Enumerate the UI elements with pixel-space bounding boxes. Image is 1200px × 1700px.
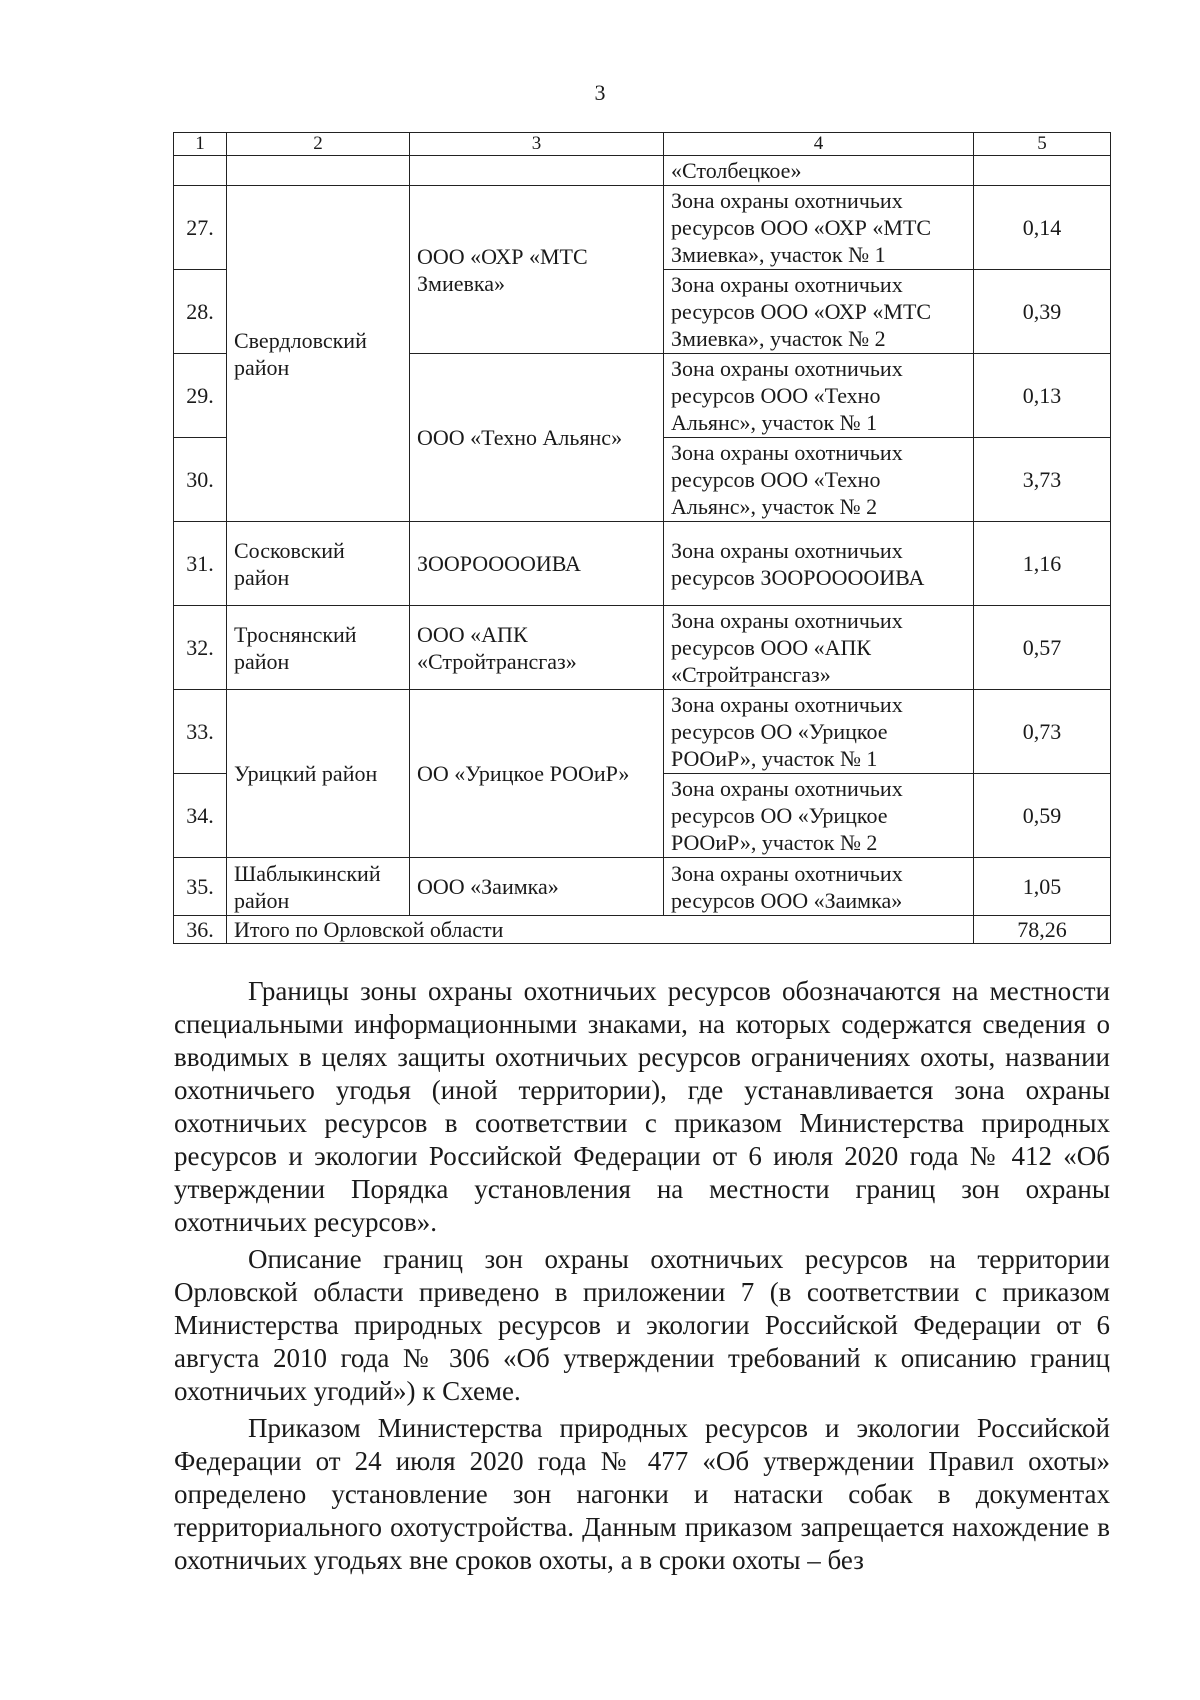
area-cell: 3,73 bbox=[974, 438, 1111, 522]
organization-cell: ООО «Заимка» bbox=[410, 858, 664, 916]
district-cell: Свердловский район bbox=[227, 186, 410, 522]
zone-cell: Зона охраны охотничьих ресурсов ОО «Урицкое РООиР», участок № 2 bbox=[664, 774, 974, 858]
area-cell: 0,14 bbox=[974, 186, 1111, 270]
paragraph: Границы зоны охраны охотничьих ресурсов обозначаются на местности специальными информационными знаками, на которых содержатся сведения о вводимых в целях защиты охотничьих ресурсов ограничениях охоты, названии охотничьего угодья (иной территории), где устанавливается зона охраны охотничьих ресурсов в соответствии с приказом Министерства природных ресурсов и экологии Российской Федерации от 6 июля 2020 года № 412 «Об утверждении Порядка установления на местности границ зон охраны охотничьих ресурсов». bbox=[174, 976, 1110, 1237]
table-row-continued bbox=[174, 156, 1111, 186]
table-header-row bbox=[174, 133, 1111, 156]
table-row bbox=[174, 606, 1111, 690]
paragraph: Описание границ зон охраны охотничьих ресурсов на территории Орловской области приведено в приложении 7 (в соответствии с приказом Министерства природных ресурсов и экологии Российской Федерации от 6 августа 2010 года № 306 «Об утверждении требований к описанию границ охотничьих угодий») к Схеме. bbox=[174, 1244, 1110, 1406]
table-row bbox=[174, 690, 1111, 774]
zone-cell: Зона охраны охотничьих ресурсов ООО «ОХР «МТС Змиевка», участок № 1 bbox=[664, 186, 974, 270]
total-label: Итого по Орловской области bbox=[227, 916, 974, 944]
paragraph: Приказом Министерства природных ресурсов и экологии Российской Федерации от 24 июля 2020 года № 477 «Об утверждении Правил охоты» определено установление зон нагонки и натаски собак в документах территориального охотустройства. Данным приказом запрещается нахождение в охотничьих угодьях вне сроков охоты, а в сроки охоты – без bbox=[174, 1413, 1110, 1575]
table-row bbox=[174, 858, 1111, 916]
row-number: 36. bbox=[174, 916, 227, 944]
row-number: 30. bbox=[174, 438, 227, 522]
area-cell: 0,39 bbox=[974, 270, 1111, 354]
header-cell: 3 bbox=[410, 133, 664, 156]
body-text bbox=[174, 975, 1110, 1581]
district-cell: Урицкий район bbox=[227, 690, 410, 858]
area-cell: 0,73 bbox=[974, 690, 1111, 774]
table-row bbox=[174, 186, 1111, 270]
table-total-row bbox=[174, 916, 1111, 944]
zone-cell: Зона охраны охотничьих ресурсов ООО «ОХР «МТС Змиевка», участок № 2 bbox=[664, 270, 974, 354]
district-cell: Троснянский район bbox=[227, 606, 410, 690]
area-cell: 0,59 bbox=[974, 774, 1111, 858]
table-row bbox=[174, 522, 1111, 606]
header-cell: 1 bbox=[174, 133, 227, 156]
area-cell: 1,16 bbox=[974, 522, 1111, 606]
zone-cell: Зона охраны охотничьих ресурсов ЗООРООООИВА bbox=[664, 522, 974, 606]
zone-cell: Зона охраны охотничьих ресурсов ООО «АПК «Стройтрансгаз» bbox=[664, 606, 974, 690]
row-number: 27. bbox=[174, 186, 227, 270]
hunting-zones-table bbox=[173, 132, 1111, 944]
row-number: 28. bbox=[174, 270, 227, 354]
area-cell: 1,05 bbox=[974, 858, 1111, 916]
organization-cell: ООО «АПК «Стройтрансгаз» bbox=[410, 606, 664, 690]
row-number: 33. bbox=[174, 690, 227, 774]
area-cell: 0,57 bbox=[974, 606, 1111, 690]
row-number: 34. bbox=[174, 774, 227, 858]
row-number: 29. bbox=[174, 354, 227, 438]
organization-cell: ООО «Техно Альянс» bbox=[410, 354, 664, 522]
total-area: 78,26 bbox=[974, 916, 1111, 944]
organization-cell: ООО «ОХР «МТС Змиевка» bbox=[410, 186, 664, 354]
zone-cell: Зона охраны охотничьих ресурсов ООО «Заимка» bbox=[664, 858, 974, 916]
district-cell: Шаблыкинский район bbox=[227, 858, 410, 916]
header-cell: 4 bbox=[664, 133, 974, 156]
header-cell: 2 bbox=[227, 133, 410, 156]
organization-cell: ОО «Урицкое РООиР» bbox=[410, 690, 664, 858]
organization-cell: ЗООРООООИВА bbox=[410, 522, 664, 606]
header-cell: 5 bbox=[974, 133, 1111, 156]
zone-cell: «Столбецкое» bbox=[664, 156, 974, 186]
district-cell: Сосковский район bbox=[227, 522, 410, 606]
zone-cell: Зона охраны охотничьих ресурсов ОО «Урицкое РООиР», участок № 1 bbox=[664, 690, 974, 774]
row-number: 35. bbox=[174, 858, 227, 916]
zone-cell: Зона охраны охотничьих ресурсов ООО «Техно Альянс», участок № 2 bbox=[664, 438, 974, 522]
page-number: 3 bbox=[594, 80, 606, 105]
zone-cell: Зона охраны охотничьих ресурсов ООО «Техно Альянс», участок № 1 bbox=[664, 354, 974, 438]
row-number: 31. bbox=[174, 522, 227, 606]
area-cell: 0,13 bbox=[974, 354, 1111, 438]
row-number: 32. bbox=[174, 606, 227, 690]
